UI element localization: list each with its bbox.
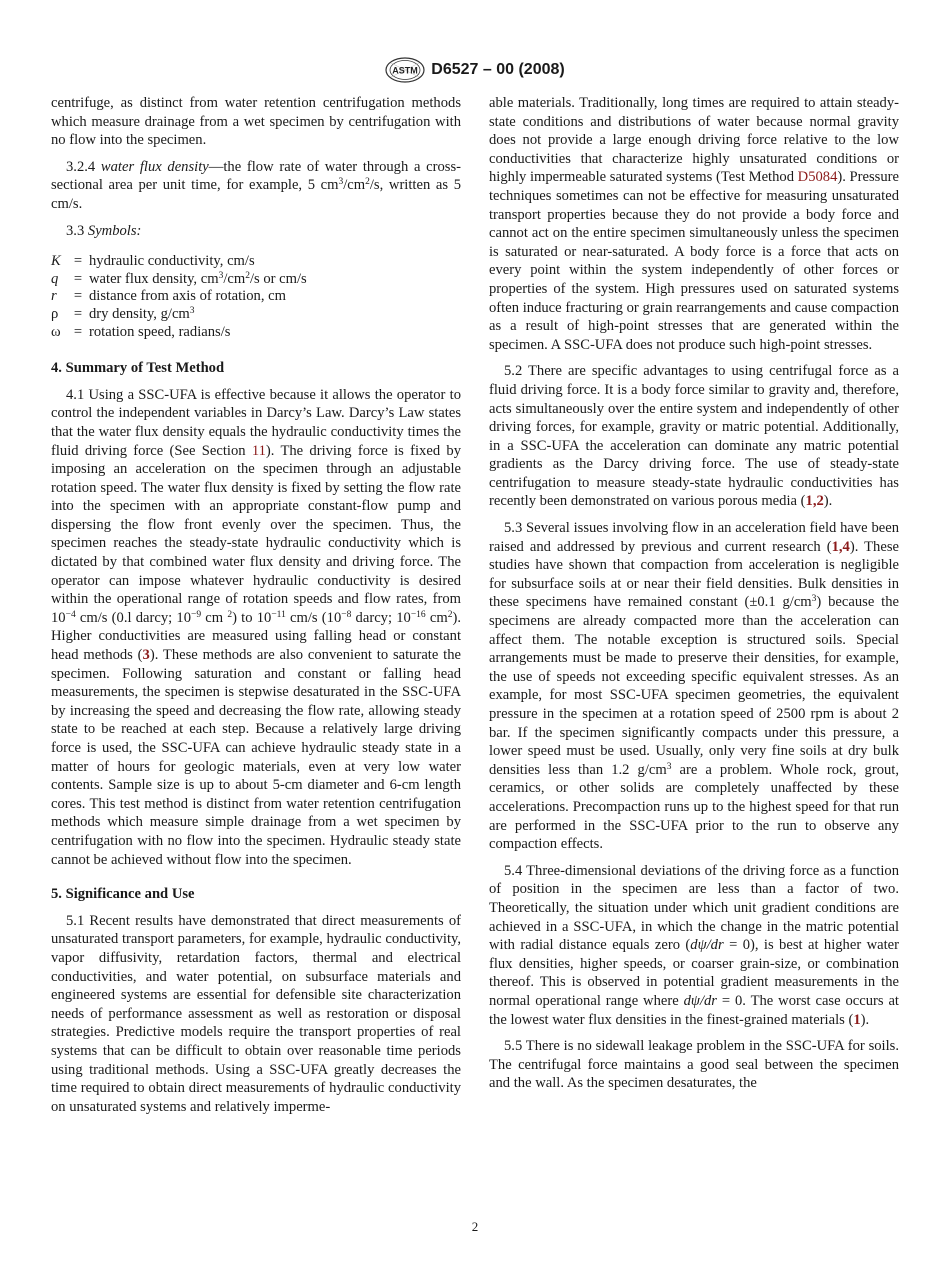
reference-1-4-link[interactable]: 1,4 bbox=[831, 538, 850, 555]
section-5-heading: 5. Significance and Use bbox=[51, 886, 195, 903]
paragraph-5-5: 5.5 There is no sidewall leakage problem in the SSC-UFA for soils. The centrifugal force maintains a good seal between the specimen and the wall. As the specimen desaturates, the bbox=[489, 1038, 899, 1092]
section-4-heading: 4. Summary of Test Method bbox=[51, 360, 225, 377]
reference-1-link[interactable]: 1 bbox=[853, 1011, 861, 1028]
right-column bbox=[489, 94, 899, 1093]
paragraph-5-4: 5.4 Three-dimensional deviations of the driving force as a function of position in the specimen are less than a factor of two. Theoretically, the situation under which unit gradient conditions are achieved in a SSC-UFA, in which the change in the matric potential with radial distance equals zero (dψ/dr = 0), is best at higher water flux densities, higher speeds, or coarser grain-size, or combination thereof. This is observed in potential gradient measurements in the normal operational range where dψ/dr = 0. The worst case occurs at the lowest water flux densities in the finest-grained materials (1). bbox=[489, 862, 899, 1028]
astm-logo-icon bbox=[385, 57, 425, 83]
page-number: 2 bbox=[471, 1219, 479, 1234]
symbol-row: r = distance from axis of rotation, cm bbox=[51, 288, 286, 305]
page-header bbox=[0, 57, 950, 83]
symbol-row: q = water flux density, $cm^3/cm^2/s$ or cm/s bbox=[51, 270, 307, 287]
reference-3-link[interactable]: 3 bbox=[142, 647, 150, 664]
paragraph-4-1: 4.1 Using a SSC-UFA is effective because it allows the operator to control the independent variables in Darcy’s Law. Darcy’s Law states that the water flux density equals the hydraulic conductivity times the fluid driving force (See Section 11). The driving force is fixed by imposing an acceleration on the specimen through an adjustable rotation speed. The water flux density is fixed by setting the flow rate into the specimen with an appropriate constant-flow pump and dispersing the flow front evenly over the specimen. Thus, the specimen reaches the steady-state hydraulic conductivity which is dictated by that combined water flux density and driving force. The operator can impose whatever hydraulic conductivity is desired within the operational range of rotation speeds and flow rates, from $10^{-4}$ cm/s (0.l darcy; $10^{-9}$ cm $^2$) to $10^{-11}$ cm/s ($10^{-8}$ darcy; $10^{-16}$ $cm^2$). Higher conductivities are measured using falling head or constant head methods (3). These methods are also convenient to saturate the specimen. Following saturation and constant or falling head measurements, the specimen is stepwise desaturated in the SSC-UFA by increasing the speed and decreasing the flow rate, allowing steady state to be reached at each step. Because a relatively large driving force is used, the SSC-UFA can achieve hydraulic steady state in a matter of hours for geologic materials, even at very low water contents. Sample size is up to about 5-cm diameter and 6-cm length cores. This test method is distinct from water retention centrifugation methods which measure simple drainage from a wet specimen by centrifugation with no flow into the specimen. Hydraulic steady state cannot be achieved without flow into the specimen. bbox=[51, 386, 462, 868]
paragraph-3-2-4: 3.2.4 water flux density—the flow rate of water through a cross-sectional area per unit time, for example, 5 $cm^3/cm^2/s$, written as 5 cm/s. bbox=[51, 158, 461, 212]
symbol-row: K = hydraulic conductivity, cm/s bbox=[51, 253, 255, 270]
paragraph-5-1-continued: able materials. Traditionally, long times are required to attain steady-state conditions and distributions of water because normal gravity does not provide a large enough driving force relative to the low conductivities that characterize highly unsaturated conditions or highly impermeable saturated systems (Test Method D5084). Pressure techniques sometimes can not be effective for measuring unsaturated transport properties because they do not provide a body force and cannot act on the entire specimen simultaneously unless the specimen is saturated or near-saturated. A body force is a force that acts on every point within the system independently of other forces or properties of the system. High pressures used on saturated systems often induce fracturing or grain rearrangements and cause compaction as a result of high-point stresses that are generated within the specimen. A SSC-UFA does not produce such high-point stresses. bbox=[489, 95, 899, 353]
paragraph-5-2: 5.2 There are specific advantages to using centrifugal force as a fluid driving force. It is a body force similar to gravity and, therefore, acts simultaneously over the entire system and independently of other driving forces, for example, gravity or matric potential. Additionally, in a SSC-UFA the acceleration can dominate any matric potential gradients as the Darcy driving force. The use of steady-state centrifugation to measure steady-state hydraulic conductivities has recently been demonstrated on various porous media (1,2). bbox=[489, 363, 899, 510]
symbols-list bbox=[51, 253, 461, 341]
symbol-row: ρ = dry density, $g/cm^3$ bbox=[51, 305, 195, 322]
svg-text:ASTM: ASTM bbox=[392, 65, 419, 76]
paragraph-5-1: 5.1 Recent results have demonstrated that direct measurements of unsaturated transport parameters, for example, hydraulic conductivity, vapor diffusivity, retardation factors, thermal and electrical conductivities, and water potential, on subsurface materials and engineered systems are essential for defensible site characterization needs of performance assessment as well as restoration or disposal strategies. Predictive models require the transport properties of real systems that can be difficult to obtain over reasonable time periods using traditional methods. Using a SSC-UFA greatly decreases the time required to obtain direct measurements of hydraulic conductivity on unsaturated systems and relatively imperme- bbox=[51, 912, 461, 1115]
paragraph-5-3: 5.3 Several issues involving flow in an acceleration field have been raised and addressed by previous and current research (1,4). These studies have shown that compaction from acceleration is negligible for subsurface soils at or near their field densities. Bulk densities in these specimens have remained constant (±0.1 $g/cm^3$) because the specimens are already compacted more than the acceleration can affect them. The notable exception is structured soils. Special arrangements must be made to preserve their densities, for example, the use of speeds not exceeding specific equivalent stresses. As an example, for most SSC-UFA specimen geometries, the equivalent pressure in the specimen at a rotation speed of 2500 rpm is about 2 bar. If the specimen significantly compacts under this pressure, a lower speed must be used. Usually, only very fine soils at dry bulk densities less than 1.2 $g/cm^3$ are a problem. Whole rock, grout, ceramics, or other solids are completely unaffected by these accelerations. Precompaction runs up to the highest speed for that run are performed in the SSC-UFA prior to the run to observe any compaction effects. bbox=[489, 520, 900, 853]
left-column bbox=[51, 94, 461, 1116]
paragraph-continuation: centrifuge, as distinct from water retention centrifugation methods which measure drainage from a wet specimen by centrifugation with no flow into the specimen. bbox=[51, 95, 461, 149]
section-11-link[interactable]: 11 bbox=[251, 442, 266, 459]
document-id: D6527 – 00 (2008) bbox=[431, 61, 565, 78]
symbols-heading: 3.3 Symbols: bbox=[66, 222, 142, 239]
symbol-row: ω = rotation speed, radians/s bbox=[51, 323, 231, 340]
reference-1-2-link[interactable]: 1,2 bbox=[805, 493, 824, 510]
test-method-d5084-link[interactable]: D5084 bbox=[797, 169, 838, 186]
